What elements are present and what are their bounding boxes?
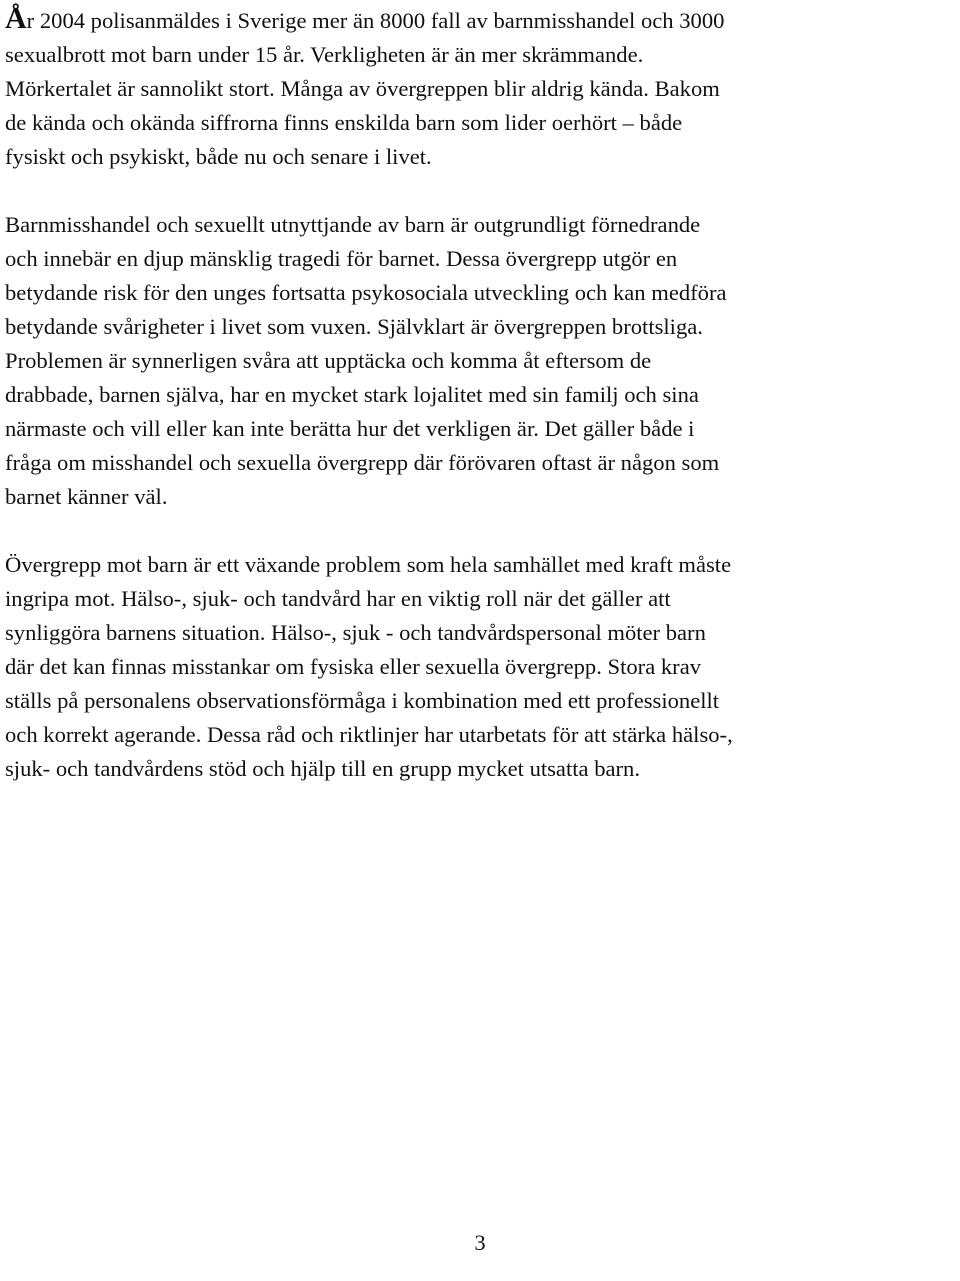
text-line: barnet känner väl.: [5, 484, 168, 509]
paragraph-1: [5, 2, 960, 174]
text-line: de kända och okända siffrorna finns enskilda barn som lider oerhört – både: [5, 110, 683, 135]
text-line: drabbade, barnen själva, har en mycket stark lojalitet med sin familj och sina: [5, 382, 699, 407]
text-line: Mörkertalet är sannolikt stort. Många av övergreppen blir aldrig kända. Bakom: [5, 76, 720, 101]
page-number: 3: [474, 1230, 486, 1255]
text-line: Övergrepp mot barn är ett växande problem som hela samhället med kraft måste: [5, 552, 732, 577]
text-line: betydande svårigheter i livet som vuxen. Självklart är övergreppen brottsliga.: [5, 314, 703, 339]
text-line: sjuk- och tandvårdens stöd och hjälp till en grupp mycket utsatta barn.: [5, 756, 640, 781]
line-text: r 2004 polisanmäldes i Sverige mer än 8000 fall av barnmisshandel och 3000: [26, 8, 725, 33]
text-line: sexualbrott mot barn under 15 år. Verkligheten är än mer skrämmande.: [5, 42, 644, 67]
text-line: ingripa mot. Hälso-, sjuk- och tandvård har en viktig roll när det gäller att: [5, 586, 671, 611]
text-line: Problemen är synnerligen svåra att upptäcka och komma åt eftersom de: [5, 348, 652, 373]
first-letter: Å: [5, 2, 27, 35]
paragraph-2: [5, 208, 960, 514]
text-line: där det kan finnas misstankar om fysiska eller sexuella övergrepp. Stora krav: [5, 654, 702, 679]
text-line: synliggöra barnens situation. Hälso-, sjuk - och tandvårdspersonal möter barn: [5, 620, 706, 645]
text-line: fråga om misshandel och sexuella övergrepp där förövaren oftast är någon som: [5, 450, 720, 475]
text-line: betydande risk för den unges fortsatta psykosociala utveckling och kan medföra: [5, 280, 727, 305]
text-line: [5, 2, 960, 38]
text-line: ställs på personalens observationsförmåga i kombination med ett professionellt: [5, 688, 720, 713]
text-line: närmaste och vill eller kan inte berätta hur det verkligen är. Det gäller både i: [5, 416, 695, 441]
text-line: Barnmisshandel och sexuellt utnyttjande av barn är outgrundligt förnedrande: [5, 212, 701, 237]
paragraph-3: [5, 548, 960, 786]
text-line: och korrekt agerande. Dessa råd och riktlinjer har utarbetats för att stärka hälso-,: [5, 722, 733, 747]
text-line: och innebär en djup mänsklig tragedi för barnet. Dessa övergrepp utgör en: [5, 246, 678, 271]
text-line: fysiskt och psykiskt, både nu och senare i livet.: [5, 144, 432, 169]
